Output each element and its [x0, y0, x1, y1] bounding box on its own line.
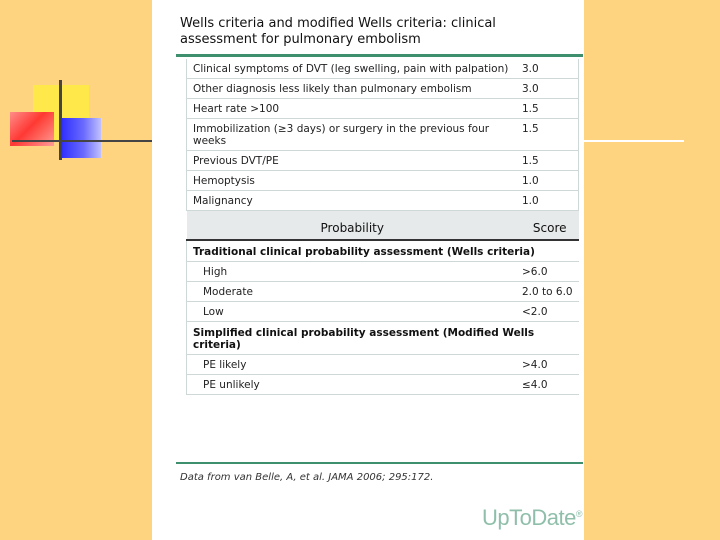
traditional-heading: Traditional clinical probability assessment (Wells criteria) [187, 240, 579, 262]
title-divider [176, 54, 583, 57]
table-row [187, 79, 579, 99]
table-row [187, 99, 579, 119]
criterion-label: Other diagnosis less likely than pulmonary embolism [187, 79, 519, 99]
table-row [187, 119, 579, 151]
score-range: <2.0 [518, 302, 579, 322]
registered-mark: ® [575, 509, 582, 519]
criterion-label: Immobilization (≥3 days) or surgery in the previous four weeks [187, 119, 519, 151]
section-heading-row [187, 322, 579, 355]
criterion-points: 1.5 [518, 119, 579, 151]
criterion-label: Previous DVT/PE [187, 151, 519, 171]
simplified-heading: Simplified clinical probability assessment (Modified Wells criteria) [187, 322, 579, 355]
table-row [187, 151, 579, 171]
decorative-vertical-line [59, 80, 62, 160]
table-row [187, 171, 579, 191]
criterion-points: 1.5 [518, 151, 579, 171]
probability-header: Probability [187, 211, 519, 241]
table-row [187, 282, 579, 302]
criterion-label: Malignancy [187, 191, 519, 211]
probability-label: Moderate [187, 282, 519, 302]
wells-criteria-table [186, 59, 579, 395]
decorative-blue-square [62, 118, 101, 158]
probability-label: High [187, 262, 519, 282]
decorative-horizontal-line-right [582, 140, 684, 142]
source-footnote: Data from van Belle, A, et al. JAMA 2006; 295:172. [180, 472, 434, 483]
probability-label: Low [187, 302, 519, 322]
bottom-divider [176, 462, 583, 464]
criterion-points: 1.0 [518, 191, 579, 211]
table-row [187, 355, 579, 375]
score-range: >4.0 [518, 355, 579, 375]
table-row [187, 302, 579, 322]
score-range: >6.0 [518, 262, 579, 282]
table-row [187, 59, 579, 79]
criterion-label: Heart rate >100 [187, 99, 519, 119]
criterion-label: Clinical symptoms of DVT (leg swelling, pain with palpation) [187, 59, 519, 79]
logo-text: UpToDate [482, 505, 576, 530]
table-header-row [187, 211, 579, 241]
table-row [187, 191, 579, 211]
decorative-horizontal-line [12, 140, 154, 142]
probability-label: PE likely [187, 355, 519, 375]
probability-label: PE unlikely [187, 375, 519, 395]
score-range: 2.0 to 6.0 [518, 282, 579, 302]
criterion-points: 1.5 [518, 99, 579, 119]
table-row [187, 262, 579, 282]
table-row [187, 375, 579, 395]
page-title: Wells criteria and modified Wells criteria: clinical assessment for pulmonary embolism [180, 16, 496, 47]
criterion-points: 3.0 [518, 79, 579, 99]
criterion-points: 3.0 [518, 59, 579, 79]
score-header: Score [518, 211, 579, 241]
criterion-label: Hemoptysis [187, 171, 519, 191]
score-range: ≤4.0 [518, 375, 579, 395]
section-heading-row [187, 240, 579, 262]
uptodate-logo [482, 505, 582, 531]
criterion-points: 1.0 [518, 171, 579, 191]
content-panel [152, 0, 584, 540]
